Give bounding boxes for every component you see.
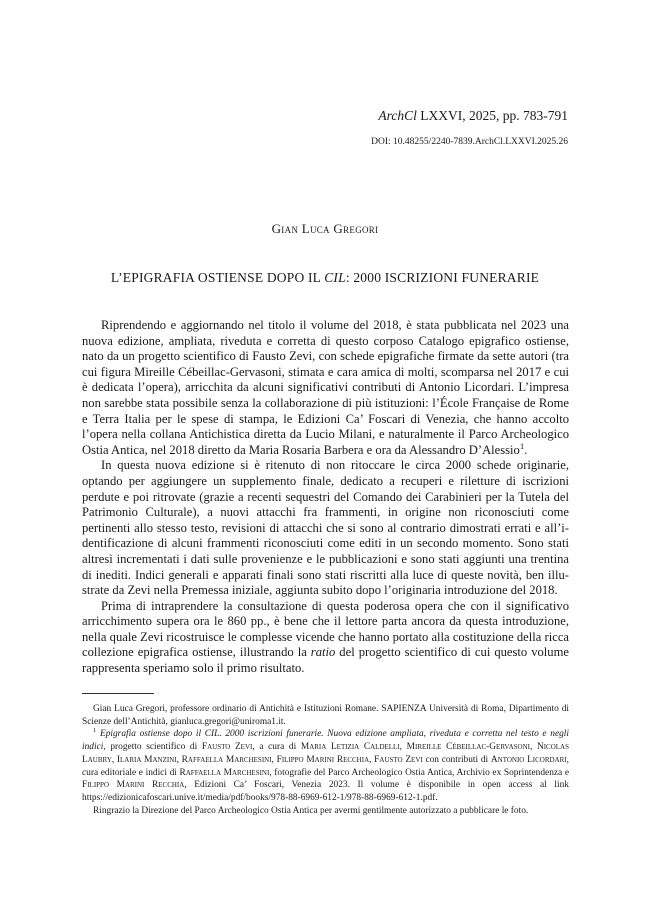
footnote-1 [82,728,569,804]
paragraph-1-end: . [524,442,528,457]
footnote-1-name: Filippo Marini Recchia [82,780,185,791]
journal-name: ArchCl [378,108,417,123]
paragraph-3-text-b: del progetto scientifico di cui questo volume rappresenta speriamo solo il primo risultato. [82,645,569,676]
volume-pages: LXXVI, 2025, pp. 783-791 [416,108,568,123]
paragraph-3-text-a: Prima di intraprendere la consultazione di questa poderosa opera che con il significativo arricchimento supera ora le 860 pp., è bene che il lettore parta ancora da questa introduzione, nella quale Zevi ricostruisce le complesse vicende che hanno portato alla costituzione della ricca collezione epigrafica ostiense, illustrando la [82,598,569,660]
footnote-1-name: Fausto Zevi [201,742,253,753]
footnote-1-name: Antonio Licordari [490,754,567,765]
title-italic: CIL [324,270,346,285]
footnote-divider [82,693,154,694]
journal-reference [378,108,568,124]
footnote-ref-1[interactable]: 1 [519,440,525,451]
acknowledgement: Ringrazio la Direzione del Parco Archeologico Ostia Antica per avermi gentilmente autorizzato a pubblicare le foto. [93,805,529,816]
footnote-1-name: Raffaella Marchesini [179,767,270,778]
article-body [82,318,569,677]
footnote-1-text: , progetto scientifico di [103,742,202,753]
paragraph-3 [82,599,569,677]
paragraph-3-italic: ratio [310,645,336,660]
footnote-1-title: Epigrafia ostiense dopo il CIL. 2000 iscrizioni funerarie. Nuova edizione ampliata, riveduta e corretta nel testo e negli indici [82,729,570,753]
footnote-1-names: Maria Letizia Caldelli, Mireille Cébeillac-Gervasoni, Nicolas Laubry, Ilaria Manzini, Raffaella Marchesini, Filippo Marini Recchia, Fausto Zevi [82,742,570,765]
author-note: Gian Luca Gregori, professore ordinario di Antichità e Istituzioni Romane. SAPIENZA Università di Roma, Dipartimento di Scienze dell’Antichità, gianluca.gregori@uniroma1.it. [82,704,569,727]
title-part-2: : 2000 ISCRIZIONI FUNERARIE [345,270,540,285]
paragraph-1 [82,318,569,458]
footnote-1-number: 1 [93,727,97,735]
footnotes [82,703,569,817]
footnote-1-text-link[interactable]: , Edizioni Ca’ Foscari, Venezia 2023. Il volume è disponibile in open access al link https://edizionicafoscari.unive.it/media/pdf/books/978-88-6969-612-1/978-88-6969-612-1.pdf. [82,780,569,803]
footnote-1-text: , cura editoriale e indici di [82,754,569,778]
footnote-1-text: , fotografie del Parco Archeologico Ostia Antica, Archivio ex Soprintendenza e [269,767,569,778]
footnote-1-text: , a cura di [252,742,301,753]
doi[interactable]: DOI: 10.48255/2240-7839.ArchCl.LXXVI.2025.26 [371,137,568,147]
footnote-1-text: con contributi di [422,754,491,765]
article-title [0,270,650,286]
paragraph-1-text: Riprendendo e aggiornando nel titolo il volume del 2018, è stata pubblicata nel 2023 una nuova edizione, ampliata, riveduta e corretta di questo corposo Catalogo epigrafico ostiense, nato da un progetto scientifico di Fausto Zevi, con schede epigrafiche firmate da sette autori (tra cui figura Mireille Cébeillac-Gervasoni, stimata e cara amica di molti, scomparsa nel 2017 e cui è dedicata l’opera), arricchita da alcuni significativi contributi di Antonio Licordari. L’impresa non sarebbe stata possibile senza la collaborazione di più istituzioni: l’École Française de Rome e Terra Italia per le spese di stampa, le Edizioni Ca’ Foscari di Venezia, che hanno accolto l’opera nella collana Antichistica diretta da Lucio Milani, e naturalmente il Parco Archeologico Ostia Antica, nel 2018 diretto da Maria Rosaria Barbera e ora da Alessandro D’Alessio [82,318,569,457]
title-part-1: L’EPIGRAFIA OSTIENSE DOPO IL [110,270,325,285]
article-author: Gian Luca Gregori [271,221,379,236]
paragraph-2: In questa nuova edizione si è ritenuto di non ritoccare le circa 2000 schede originarie, optando per aggiungere un supplemento finale, dedicato a recuperi e riletture di iscrizioni perdute e poi ritrovate (grazie a recenti sequestri del Comando dei Carabinieri per la Tutela del Patrimonio Culturale), a nuovi attacchi fra frammenti, in origine non riconosciuti come pertinenti allo stesso testo, revisioni di attacchi che si sono al contrario dimostrati errati e all’identificazione di alcuni frammenti riconosciuti come editi in un secondo momento. Sono stati altresì incrementati i dati sulle provenienze e le pubblicazioni e sono stati aggiunti una trentina di inediti. Indici generali e apparati finali sono stati riscritti alla luce di queste novità, ben illustrate da Zevi nella Premessa iniziale, aggiunta subito dopo l’originaria introduzione del 2018. [82,458,569,598]
